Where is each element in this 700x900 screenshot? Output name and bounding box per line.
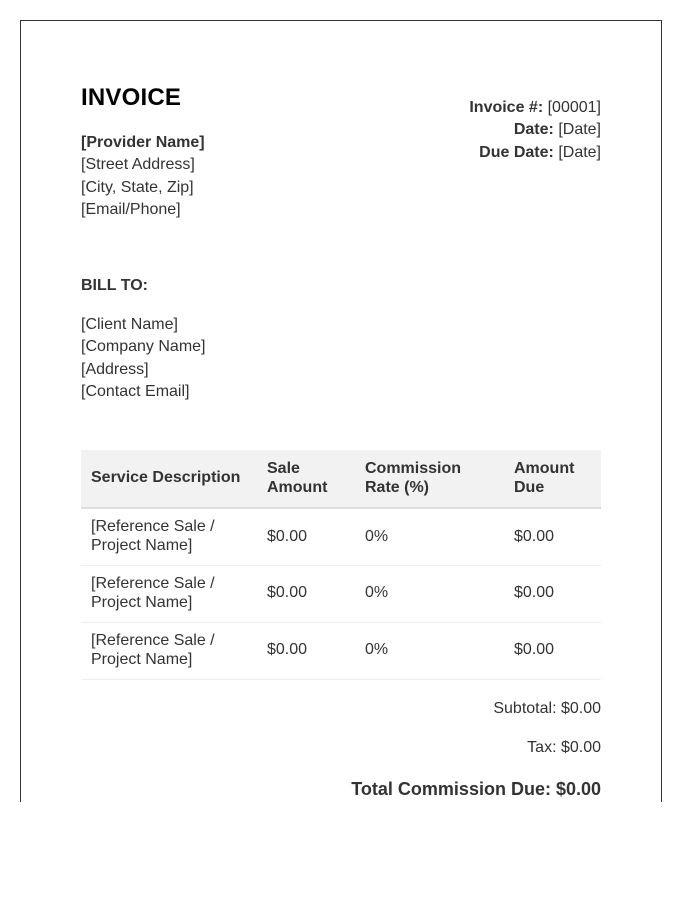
provider-street: [Street Address] xyxy=(81,156,195,174)
invoice-meta xyxy=(469,97,601,164)
header-amount-due: Amount Due xyxy=(504,450,601,508)
invoice-number-value: [00001] xyxy=(547,99,601,116)
cell-description: [Reference Sale / Project Name] xyxy=(81,622,257,679)
table-row xyxy=(81,622,601,679)
client-address: [Address] xyxy=(81,360,149,378)
header-sale-amount: Sale Amount xyxy=(257,450,355,508)
subtotal: Subtotal: $0.00 xyxy=(493,700,601,717)
provider-city: [City, State, Zip] xyxy=(81,178,194,196)
header-commission-rate: Commission Rate (%) xyxy=(355,450,504,508)
invoice-date-value: [Date] xyxy=(558,121,601,139)
header-service-description: Service Description xyxy=(81,450,257,508)
total-commission-due: Total Commission Due: $0.00 xyxy=(351,779,601,799)
client-company: [Company Name] xyxy=(81,338,206,356)
table-header-row xyxy=(81,450,601,508)
cell-amount-due: $0.00 xyxy=(504,508,601,565)
cell-sale-amount: $0.00 xyxy=(257,622,355,679)
client-name: [Client Name] xyxy=(81,316,178,333)
invoice-number-label: Invoice #: xyxy=(469,99,544,116)
cell-amount-due: $0.00 xyxy=(504,622,601,679)
invoice-date-label: Date: xyxy=(513,121,554,139)
invoice-due-label: Due Date: xyxy=(479,143,554,161)
table-row xyxy=(81,508,601,565)
invoice-sheet xyxy=(20,20,662,802)
cell-sale-amount: $0.00 xyxy=(257,565,355,622)
tax: Tax: $0.00 xyxy=(527,739,601,756)
cell-commission-rate: 0% xyxy=(355,565,504,622)
client-block xyxy=(81,314,206,404)
table-row xyxy=(81,565,601,622)
cell-sale-amount: $0.00 xyxy=(257,508,355,565)
invoice-number-line xyxy=(469,97,601,119)
cell-amount-due: $0.00 xyxy=(504,565,601,622)
cell-description: [Reference Sale / Project Name] xyxy=(81,565,257,622)
cell-commission-rate: 0% xyxy=(355,622,504,679)
invoice-date-line xyxy=(469,119,601,141)
invoice-due-line xyxy=(469,142,601,164)
invoice-title: INVOICE xyxy=(81,84,182,111)
invoice-due-value: [Date] xyxy=(558,143,601,161)
client-email: [Contact Email] xyxy=(81,383,190,401)
provider-block xyxy=(81,132,205,222)
line-items-table xyxy=(81,450,601,680)
cell-commission-rate: 0% xyxy=(355,508,504,565)
bill-to-label: BILL TO: xyxy=(81,277,148,294)
provider-contact: [Email/Phone] xyxy=(81,201,181,219)
provider-name: [Provider Name] xyxy=(81,134,205,151)
cell-description: [Reference Sale / Project Name] xyxy=(81,508,257,565)
totals-block xyxy=(351,699,601,800)
